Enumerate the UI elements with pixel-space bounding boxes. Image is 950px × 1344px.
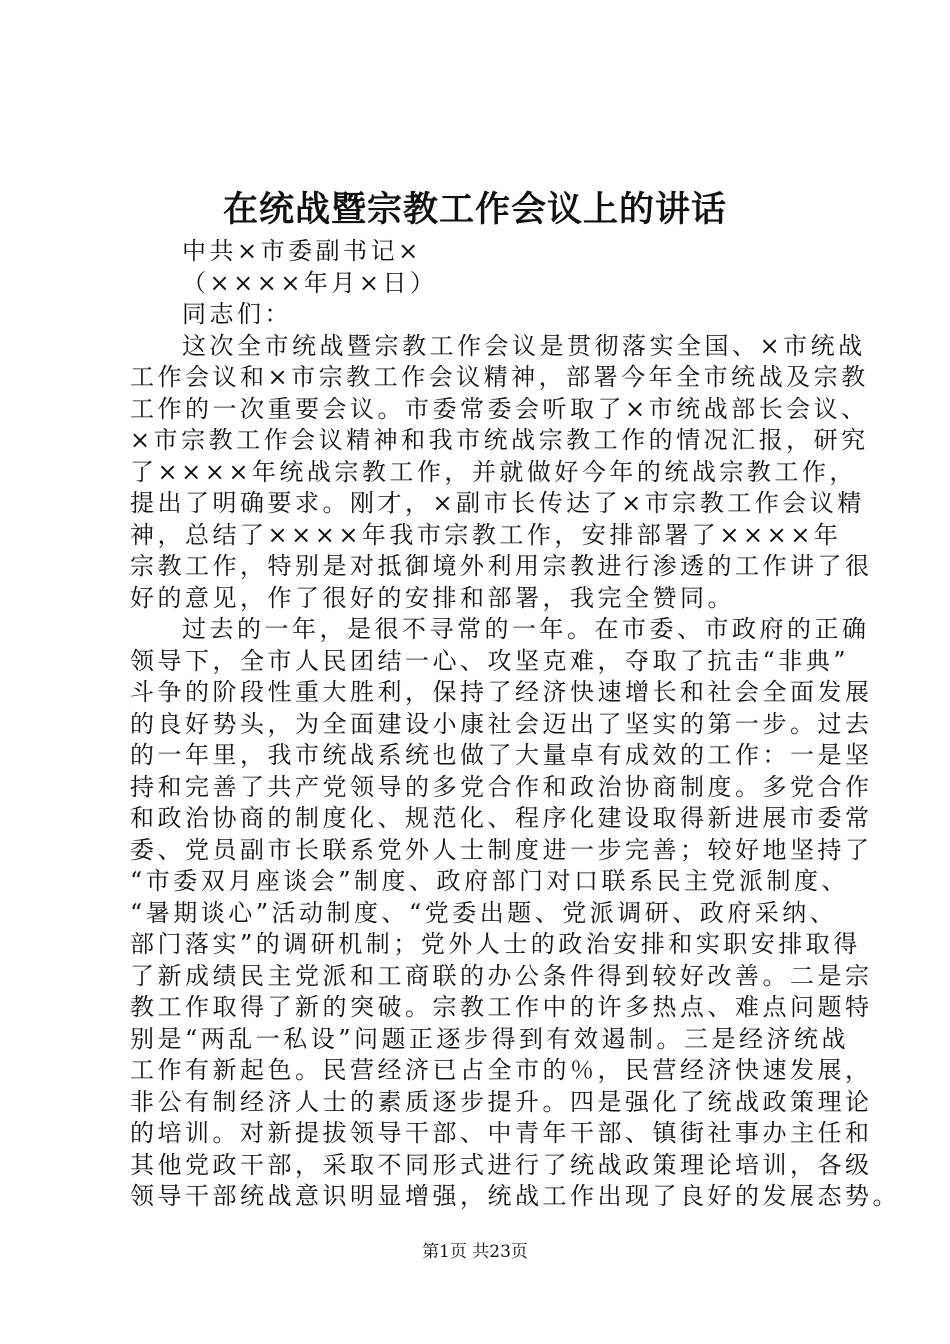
paragraph-line: 领导下，全市人民团结一心、攻坚克难，夺取了抗击“非典” bbox=[130, 646, 850, 675]
paragraph-line: 领导干部统战意识明显增强，统战工作出现了良好的发展态势。 bbox=[130, 1182, 900, 1210]
paragraph-line: 提出了明确要求。刚才，×副市长传达了×市宗教工作会议精 bbox=[130, 489, 865, 517]
author-line: 中共×市委副书记× bbox=[182, 237, 422, 265]
paragraph-line: 其他党政干部，采取不同形式进行了统战政策理论培训，各级 bbox=[130, 1150, 873, 1179]
paragraph-line: 的培训。对新提拔领导干部、中青年干部、镇街社事办主任和 bbox=[130, 1119, 873, 1147]
paragraph-line: 和政治协商的制度化、规范化、程序化建设取得新进展市委常 bbox=[130, 804, 873, 832]
paragraph-line: “市委双月座谈会”制度、政府部门对口联系民主党派制度、 bbox=[130, 867, 850, 895]
page-number-footer: 第1页 共23页 bbox=[422, 1242, 528, 1262]
paragraph-line: 工作的一次重要会议。市委常委会听取了×市统战部长会议、 bbox=[130, 394, 869, 423]
paragraph-line: 这次全市统战暨宗教工作会议是贯彻落实全国、×市统战 bbox=[182, 331, 866, 360]
date-line: （××××年月×日） bbox=[182, 268, 438, 297]
salutation-line: 同志们： bbox=[182, 300, 292, 328]
paragraph-line: “暑期谈心”活动制度、“党委出题、党派调研、政府采纳、 bbox=[130, 898, 838, 927]
paragraph-line: 工作有新起色。民营经济已占全市的％，民营经济快速发展， bbox=[130, 1056, 873, 1084]
paragraph-line: 斗争的阶段性重大胜利，保持了经济快速增长和社会全面发展 bbox=[130, 678, 873, 706]
document-body bbox=[130, 236, 900, 1213]
paragraph-line: 的一年里，我市统战系统也做了大量卓有成效的工作：一是坚 bbox=[130, 741, 873, 769]
paragraph-line: 持和完善了共产党领导的多党合作和政治协商制度。多党合作 bbox=[130, 772, 873, 801]
document-title: 在统战暨宗教工作会议上的讲话 bbox=[222, 189, 727, 230]
paragraph-line: 部门落实”的调研机制；党外人士的政治安排和实职安排取得 bbox=[130, 930, 861, 958]
paragraph-line: 委、党员副市长联系党外人士制度进一步完善；较好地坚持了 bbox=[130, 835, 873, 864]
paragraph-line: 工作会议和×市宗教工作会议精神，部署今年全市统战及宗教 bbox=[130, 363, 869, 391]
paragraph-line: 非公有制经济人士的素质逐步提升。四是强化了统战政策理论 bbox=[130, 1087, 873, 1116]
paragraph-line: ×市宗教工作会议精神和我市统战宗教工作的情况汇报，研究 bbox=[130, 426, 869, 454]
paragraph-line: 宗教工作，特别是对抵御境外利用宗教进行渗透的工作讲了很 bbox=[130, 552, 873, 580]
paragraph-line: 别是“两乱一私设”问题正逐步得到有效遏制。三是经济统战 bbox=[130, 1024, 850, 1053]
paragraph-line: 教工作取得了新的突破。宗教工作中的许多热点、难点问题特 bbox=[130, 993, 873, 1021]
paragraph-line: 了新成绩民主党派和工商联的办公条件得到较好改善。二是宗 bbox=[130, 961, 873, 990]
paragraph-line: 好的意见，作了很好的安排和部署，我完全赞同。 bbox=[130, 583, 735, 612]
paragraph-line: 过去的一年，是很不寻常的一年。在市委、市政府的正确 bbox=[182, 615, 870, 643]
paragraph-line: 了××××年统战宗教工作，并就做好今年的统战宗教工作， bbox=[130, 457, 857, 486]
paragraph-line: 神，总结了××××年我市宗教工作，安排部署了××××年 bbox=[130, 520, 842, 549]
paragraph-line: 的良好势头，为全面建设小康社会迈出了坚实的第一步。过去 bbox=[130, 709, 873, 738]
